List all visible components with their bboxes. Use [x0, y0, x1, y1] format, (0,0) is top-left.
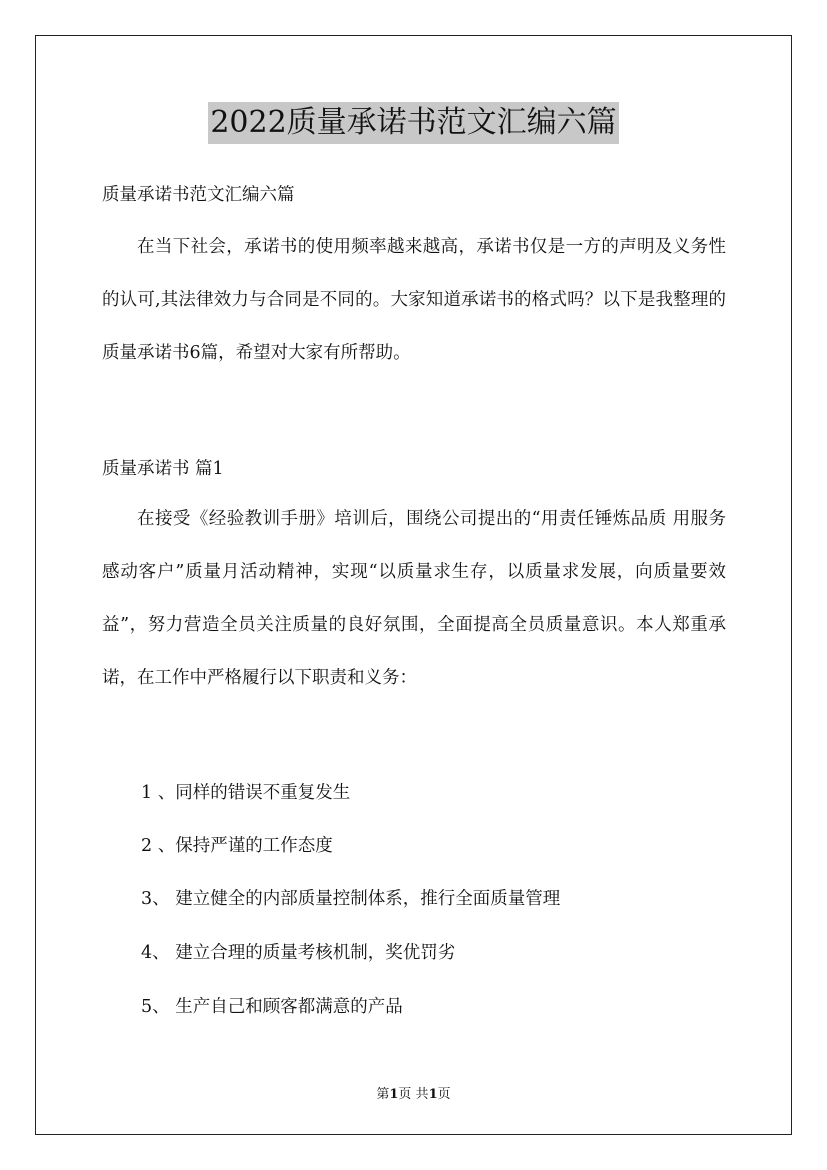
list-item: 3、 建立健全的内部质量控制体系，推行全面质量管理 — [141, 889, 561, 909]
title-container — [0, 102, 827, 144]
footer-page-prefix: 第 — [376, 1087, 390, 1102]
document-title: 2022质量承诺书范文汇编六篇 — [208, 102, 618, 144]
list-item: 4、 建立合理的质量考核机制，奖优罚劣 — [141, 943, 456, 963]
section-heading: 质量承诺书 篇1 — [102, 459, 224, 479]
list-item: 5、 生产自己和顾客都满意的产品 — [141, 997, 403, 1017]
intro-paragraph: 在当下社会，承诺书的使用频率越来越高，承诺书仅是一方的声明及义务性的认可,其法律效力与合同是不同的。大家知道承诺书的格式吗？以下是我整理的质量承诺书6篇，希望对大家有所帮助。 — [102, 237, 726, 363]
footer-page-mid: 页 共 — [398, 1087, 429, 1102]
footer-page-current: 1 — [389, 1087, 399, 1102]
section-body-paragraph: 在接受《经验教训手册》培训后，围绕公司提出的“用责任锤炼品质 用服务感动客户”质量月活动精神，实现“以质量求生存，以质量求发展，向质量要效益”，努力营造全员关注质量的良好氛围，全面提高全员质量意识。本人郑重承诺，在工作中严格履行以下职责和义务： — [102, 509, 726, 688]
document-subtitle: 质量承诺书范文汇编六篇 — [102, 185, 295, 205]
list-item: 2 、保持严谨的工作态度 — [141, 836, 333, 856]
footer-page-total: 1 — [428, 1087, 438, 1102]
page-footer — [0, 1083, 827, 1102]
footer-page-suffix: 页 — [437, 1087, 451, 1102]
list-item: 1 、同样的错误不重复发生 — [141, 783, 351, 803]
